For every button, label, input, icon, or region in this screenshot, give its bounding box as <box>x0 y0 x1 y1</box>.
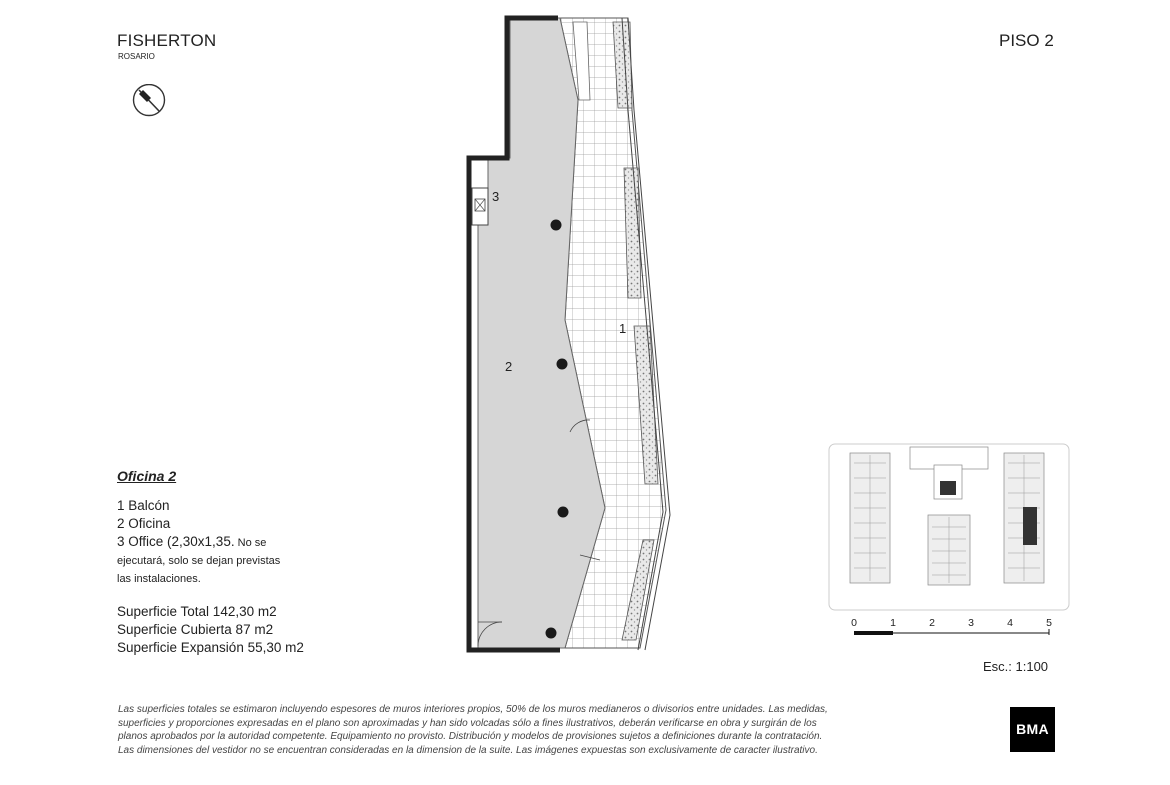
label-kitchenette: 3 <box>492 189 500 204</box>
floor-plan <box>455 10 685 660</box>
legend-item-office: 2 Oficina <box>117 516 171 531</box>
scale-tick-1: 1 <box>890 617 896 629</box>
compass-icon <box>131 84 167 120</box>
legend-title: Oficina 2 <box>117 468 177 484</box>
area-summary <box>117 603 304 657</box>
disclaimer-line: Las dimensiones del vestidor no se encuentran consideradas en la dimension de la suite. Las imágenes expuestas son exclusivamente de caracter ilustrativo. <box>118 744 818 756</box>
legend-item-kitchenette <box>117 533 280 552</box>
bma-logo: BMA <box>1010 707 1055 752</box>
area-total: Superficie Total 142,30 m2 <box>117 604 277 619</box>
label-balcony: 1 <box>619 321 627 336</box>
disclaimer-line: Las superficies totales se estimaron incluyendo espesores de muros interiores propios, 50% de los muros medianeros o divisorios entre unidades. Las medidas, <box>118 704 828 715</box>
legend-note-a: No se <box>234 537 267 549</box>
scale-tick-0: 0 <box>851 617 857 629</box>
project-city: ROSARIO <box>118 52 155 61</box>
area-covered: Superficie Cubierta 87 m2 <box>117 622 274 637</box>
scale-tick-3: 3 <box>968 617 974 629</box>
legend-item-balcony: 1 Balcón <box>117 498 170 513</box>
scale-tick-5: 5 <box>1046 617 1052 629</box>
scale-text: Esc.: 1:100 <box>983 659 1049 674</box>
project-title: FISHERTON <box>117 31 217 50</box>
legend <box>117 467 280 588</box>
area-expansion: Superficie Expansión 55,30 m2 <box>117 640 304 655</box>
legend-note-b: ejecutará, solo se dejan previstas <box>117 555 281 567</box>
key-plan <box>828 443 1070 611</box>
label-office: 2 <box>505 359 513 374</box>
scale-bar <box>846 615 1061 639</box>
disclaimer-line: superficies y proporciones expresadas en el plano son aproximadas y han sido volcadas sólo a fines ilustrativos, deberán verificarse en obra y surgirán de los <box>118 717 817 729</box>
disclaimer <box>118 703 938 757</box>
legend-note-c: las instalaciones. <box>117 573 201 585</box>
legend-item-kitchenette-main: 3 Office (2,30x1,35. <box>117 534 235 549</box>
scale-tick-2: 2 <box>929 617 935 629</box>
floor-label: PISO 2 <box>999 31 1054 50</box>
scale-tick-4: 4 <box>1007 617 1013 629</box>
disclaimer-line: planos aprobados por la autoridad competente. Equipamiento no provisto. Distribución y modelos de provisiones sujetos a definiciones durante la contratación. <box>118 731 823 743</box>
kitchenette-box <box>472 188 488 225</box>
